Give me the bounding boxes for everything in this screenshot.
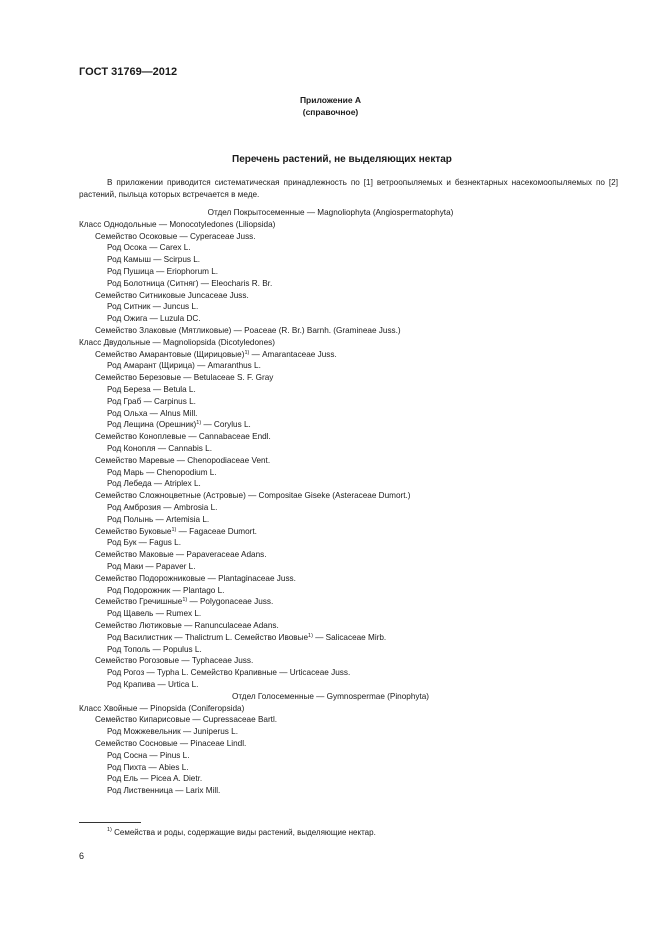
line-text: Род Конопля — Cannabis L. [107, 444, 213, 453]
line-text: Род Амарант (Щирица) — Amaranthus L. [107, 361, 261, 371]
line-text: Семейство Сосновые — Pinaceae Lindl. [95, 739, 247, 748]
line-text: Род Щавель — Rumex L. [107, 609, 202, 619]
family-line [95, 349, 337, 361]
class-line [79, 337, 275, 349]
line-text: Семейство Маковые — Papaveraceae Adans. [95, 550, 267, 560]
class-line [79, 219, 275, 231]
line-text: Род Осока — Carex L. [107, 243, 191, 253]
line-text: Род Граб — Carpinus L. [107, 396, 196, 406]
genus-line [107, 360, 261, 372]
genus-line [107, 396, 196, 408]
genus-line [107, 632, 386, 644]
genus-line [107, 726, 238, 738]
line-text: Семейство Коноплевые — Cannabaceae Endl. [95, 432, 271, 442]
genus-line [107, 313, 201, 325]
genus-line [107, 762, 189, 774]
family-line [95, 714, 277, 726]
appendix-note: (справочное) [302, 107, 359, 117]
line-text: Род Болотница (Ситняг) — Eleocharis R. Br. [107, 278, 273, 288]
division-heading [0, 691, 661, 703]
line-text-after: — Polygonaceae Juss. [187, 597, 274, 607]
line-text: Род Ольха — Alnus Mill. [107, 408, 198, 418]
line-text-after: — Corylus L. [201, 420, 251, 430]
line-text: Отдел Голосеменные — Gymnospermae (Pinophyta) [231, 691, 430, 701]
family-line [95, 596, 273, 608]
family-line [95, 372, 273, 384]
line-text: Род Марь — Chenopodium L. [107, 467, 217, 477]
appendix-label: Приложение А [299, 95, 362, 105]
family-line [95, 549, 267, 561]
line-text: Род Полынь — Artemisia L. [107, 514, 210, 524]
line-text: Род Ель — Picea A. Dietr. [107, 774, 203, 784]
genus-line [107, 266, 218, 278]
line-text: Семейство Гречишные [95, 597, 183, 607]
genus-line [107, 679, 198, 691]
genus-line [107, 750, 189, 762]
line-text: Род Ожига — Luzula DC. [107, 314, 201, 324]
genus-line [107, 773, 202, 785]
family-line [95, 231, 256, 243]
line-text: Семейство Маревые — Chenopodiaceae Vent. [95, 455, 271, 465]
line-text: Семейство Рогозовые — Typhaceae Juss. [95, 656, 254, 666]
family-line [95, 431, 271, 443]
line-text: Класс Двудольные — Magnoliopsida (Dicotyledones) [79, 337, 275, 347]
line-text: Род Ситник — Juncus L. [107, 302, 199, 312]
line-text: Семейство Злаковые (Мятликовые) — Poaceae (R. Br.) Barnh. (Gramineae Juss.) [95, 326, 401, 335]
family-line [95, 455, 270, 467]
footnote [107, 828, 376, 837]
genus-line [107, 443, 212, 455]
genus-line [107, 278, 272, 290]
family-line [95, 655, 253, 667]
line-text: Род Камыш — Scirpus L. [107, 255, 201, 265]
line-text: Род Пушица — Eriophorum L. [107, 267, 219, 276]
line-text: Род Береза — Betula L. [107, 385, 196, 394]
line-text: Род Тополь — Populus L. [107, 644, 202, 654]
line-text: Класс Однодольные — Monocotyledones (Liliopsida) [79, 219, 276, 229]
line-text: Род Лебеда — Atriplex L. [107, 479, 201, 489]
line-text: Род Подорожник — Plantago L. [107, 585, 225, 595]
genus-line [107, 785, 220, 797]
genus-line [107, 384, 196, 396]
footnote-marker: 1) [107, 827, 112, 833]
line-text: Род Можжевельник — Juniperus L. [107, 727, 239, 737]
line-text: Семейство Подорожниковые — Plantaginaceae Juss. [95, 573, 296, 583]
genus-line [107, 608, 201, 620]
line-text: Род Амброзия — Ambrosia L. [107, 503, 218, 512]
appendix-title: Перечень растений, не выделяющих нектар [232, 154, 452, 165]
standard-number: ГОСТ 31769—2012 [79, 66, 178, 78]
footnote-ref: 1) [244, 349, 250, 356]
genus-line [107, 301, 198, 313]
genus-line [107, 242, 191, 254]
genus-line [107, 514, 209, 526]
line-text: Отдел Покрытосеменные — Magnoliophyta (Angiospermatophyta) [207, 208, 454, 217]
footnote-ref: 1) [182, 597, 188, 604]
line-text: Семейство Буковые [95, 526, 172, 536]
line-text: Род Сосна — Pinus L. [107, 750, 190, 760]
line-text: Класс Хвойные — Pinopsida (Coniferopsida) [79, 703, 245, 713]
line-text: Семейство Ситниковые Juncaceae Juss. [95, 290, 249, 300]
line-text: Семейство Сложноцветные (Астровые) — Compositae Giseke (Asteraceae Dumort.) [95, 491, 411, 501]
footnote-ref: 1) [196, 420, 202, 427]
genus-line [107, 502, 217, 514]
genus-line [107, 537, 181, 549]
line-text: Род Бук — Fagus L. [107, 538, 181, 548]
line-text: Семейство Осоковые — Cyperaceae Juss. [95, 231, 256, 241]
family-line [95, 620, 279, 632]
genus-line [107, 419, 251, 431]
line-text: Семейство Кипарисовые — Cupressaceae Bartl. [95, 715, 278, 725]
line-text: Род Василистник — Thalictrum L. Семейство Ивовые [107, 632, 309, 642]
line-text: Род Рогоз — Typha L. Семейство Крапивные — Urticaceae Juss. [107, 668, 351, 678]
genus-line [107, 561, 195, 573]
page-number: 6 [79, 851, 85, 861]
line-text: Семейство Березовые — Betulaceae S. F. Gray [95, 373, 274, 383]
family-line [95, 573, 296, 585]
genus-line [107, 254, 200, 266]
family-line [95, 526, 257, 538]
genus-line [107, 667, 350, 679]
family-line [95, 738, 246, 750]
family-line [95, 490, 411, 502]
class-line [79, 703, 244, 715]
line-text-after: — Salicaceae Mirb. [312, 632, 387, 642]
footnote-text: Семейства и роды, содержащие виды растений, выделяющие нектар. [111, 828, 376, 837]
line-text-after: — Amarantaceae Juss. [249, 349, 337, 359]
line-text: Семейство Амарантовые (Щирицовые) [95, 349, 245, 359]
family-line [95, 290, 249, 302]
genus-line [107, 408, 197, 420]
family-line [95, 325, 401, 337]
footnote-rule [79, 822, 141, 823]
genus-line [107, 478, 201, 490]
genus-line [107, 644, 202, 656]
line-text: Род Лиственница — Larix Mill. [107, 786, 221, 796]
line-text: Род Крапива — Urtica L. [107, 680, 199, 689]
footnote-ref: 1) [171, 526, 177, 533]
division-heading [0, 207, 661, 219]
line-text-after: — Fagaceae Dumort. [176, 526, 257, 536]
line-text: Род Лещина (Орешник) [107, 420, 197, 430]
intro-paragraph: В приложении приводится систематическая принадлежность по [1] ветроопыляемых и безнектарных насекомоопыляемых по [2] растений, пыльца которых встречается в меде. [79, 178, 618, 199]
line-text: Род Маки — Papaver L. [107, 562, 196, 571]
line-text: Род Пихта — Abies L. [107, 762, 189, 772]
genus-line [107, 467, 217, 479]
line-text: Семейство Лютиковые — Ranunculaceae Adans. [95, 621, 279, 630]
footnote-ref: 1) [308, 632, 313, 639]
genus-line [107, 585, 224, 597]
